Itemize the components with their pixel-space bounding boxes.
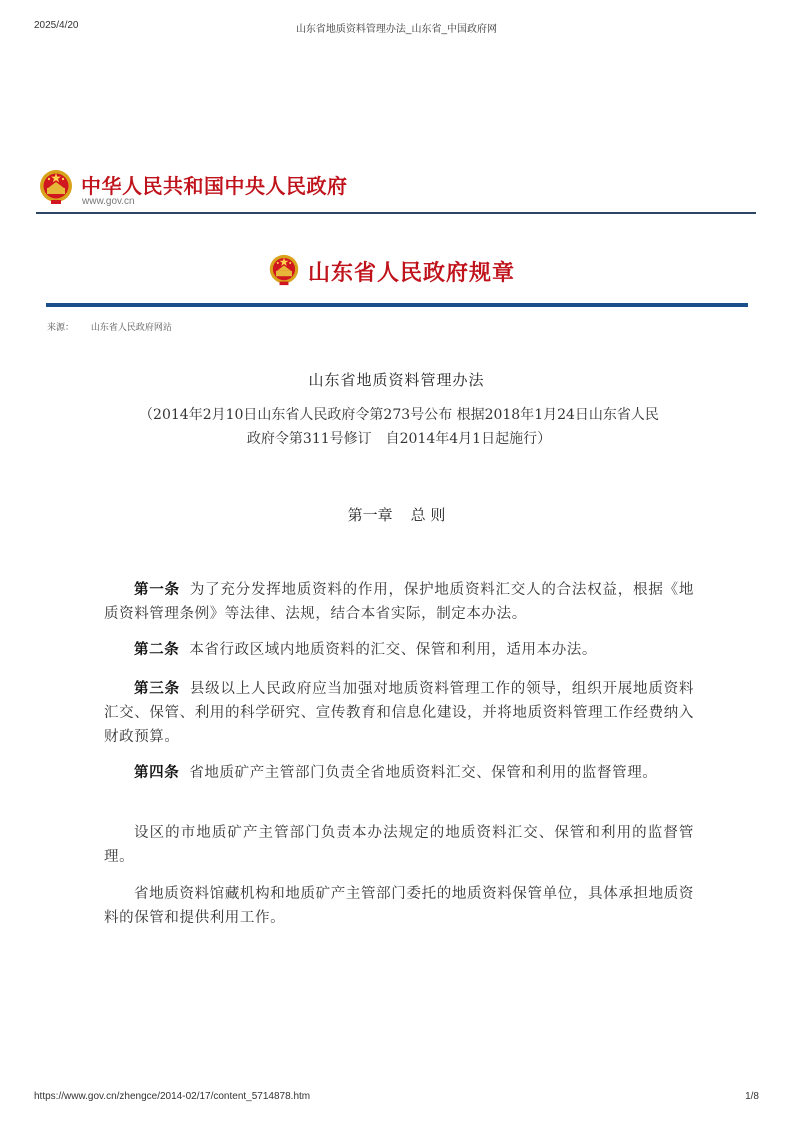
print-url[interactable]: https://www.gov.cn/zhengce/2014-02/17/content_5714878.htm: [34, 1091, 311, 1102]
article-paragraph: [104, 761, 694, 785]
article-paragraph: [104, 578, 694, 626]
site-name[interactable]: 中华人民共和国中央人民政府: [81, 174, 348, 198]
national-emblem-icon: [268, 253, 300, 287]
article-label: 第二条: [134, 642, 180, 658]
article-text: 本省行政区域内地质资料的汇交、保管和利用，适用本办法。: [189, 642, 598, 658]
national-emblem-icon: [38, 168, 74, 206]
article-text: 为了充分发挥地质资料的作用，保护地质资料汇交人的合法权益，根据《地质资料管理条例》等法律、法规，结合本省实际，制定本办法。: [104, 582, 694, 622]
chapter-number: 第一章: [347, 506, 393, 524]
article-text: 县级以上人民政府应当加强对地质资料管理工作的领导，组织开展地质资料汇交、保管、利用的科学研究、宣传教育和信息化建设，并将地质资料管理工作经费纳入财政预算。: [104, 681, 694, 745]
chapter-heading: [0, 504, 793, 525]
article-label: 第一条: [134, 582, 180, 598]
page-number: 1/8: [745, 1091, 759, 1102]
site-domain[interactable]: www.gov.cn: [82, 196, 135, 207]
section-title: 山东省人民政府规章: [308, 260, 516, 286]
print-date: 2025/4/20: [34, 20, 79, 31]
document-subtitle: [104, 403, 694, 451]
subtitle-line: （2014年2月10日山东省人民政府令第273号公布 根据2018年1月24日山东省人民: [139, 407, 659, 423]
source-label: 来源：: [47, 323, 75, 333]
article-label: 第三条: [134, 681, 180, 697]
article-label: 第四条: [134, 765, 180, 781]
article-paragraph: [104, 638, 694, 662]
article-paragraph: [104, 677, 694, 749]
article-text: 省地质矿产主管部门负责全省地质资料汇交、保管和利用的监督管理。: [189, 765, 658, 781]
header-divider: [36, 212, 756, 214]
body-paragraph: 省地质资料馆藏机构和地质矿产主管部门委托的地质资料保管单位，具体承担地质资料的保管和提供利用工作。: [104, 886, 694, 926]
chapter-name: 总 则: [410, 506, 446, 524]
source-line: [47, 320, 172, 333]
section-divider: [46, 303, 748, 307]
document-title: 山东省地质资料管理办法: [308, 371, 485, 389]
subtitle-line: 政府令第311号修订 自2014年4月1日起施行）: [246, 431, 552, 447]
body-paragraph: 设区的市地质矿产主管部门负责本办法规定的地质资料汇交、保管和利用的监督管理。: [104, 825, 694, 865]
print-page-title: 山东省地质资料管理办法_山东省_中国政府网: [295, 24, 498, 35]
source-value: 山东省人民政府网站: [90, 323, 172, 333]
